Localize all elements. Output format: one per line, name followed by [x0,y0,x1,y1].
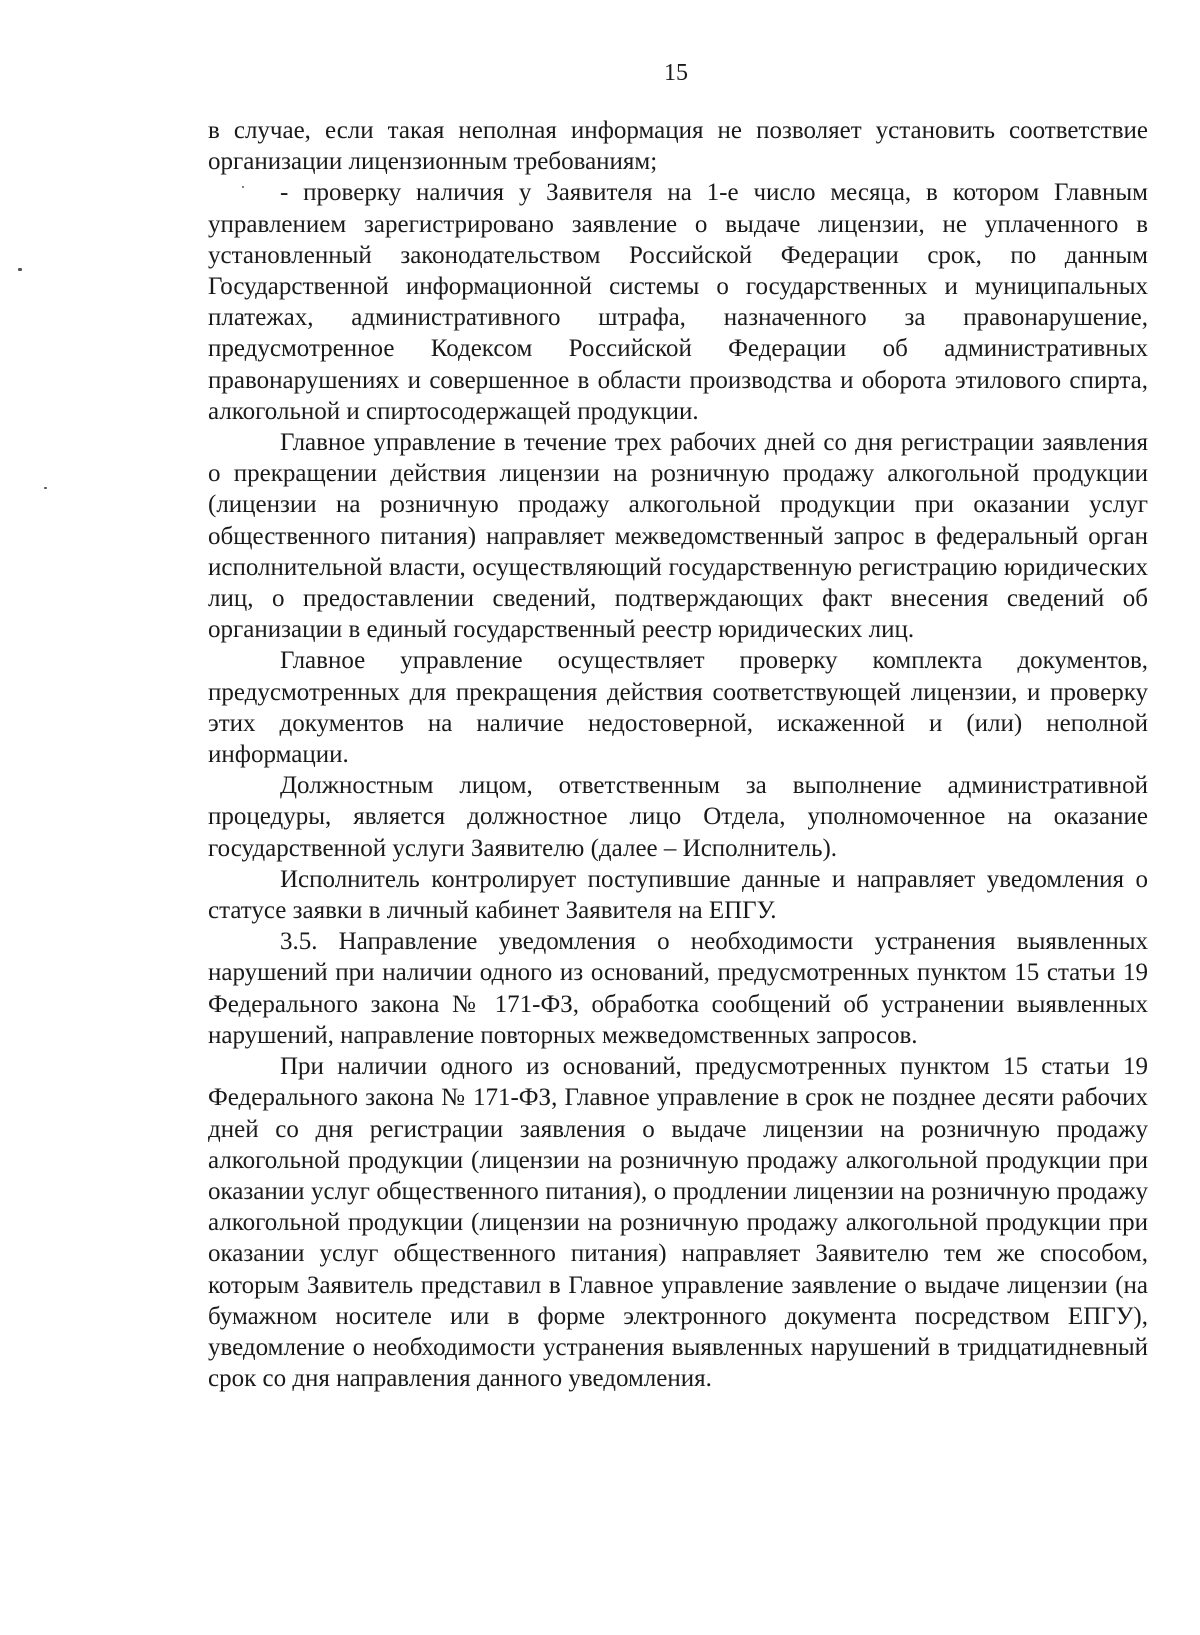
scan-artifact-mark [18,268,22,271]
scan-artifact-mark [242,186,244,188]
document-body [208,115,1148,1394]
paragraph-interagency-request: Главное управление в течение трех рабочих дней со дня регистрации заявления о прекращении действия лицензии на розничную продажу алкогольной продукции (лицензии на розничную продажу алкогольной продукции при оказании услуг общественного питания) направляет межведомственный запрос в федеральный орган исполнительной власти, осуществляющий государственную регистрацию юридических лиц, о предоставлении сведений, подтверждающих факт внесения сведений об организации в единый государственный реестр юридических лиц. [208,429,1148,644]
paragraph-check-fines: - проверку наличия у Заявителя на 1-е число месяца, в котором Главным управлением зарегистрировано заявление о выдаче лицензии, не уплаченного в установленный законодательством Российской Федерации срок, по данным Государственной информационной системы о государственных и муниципальных платежах, административного штрафа, назначенного за правонарушение, предусмотренное Кодексом Российской Федерации об административных правонарушениях и совершенное в области производства и оборота этилового спирта, алкогольной и спиртосодержащей продукции. [208,179,1148,425]
paragraph-responsible-official: Должностным лицом, ответственным за выполнение административной процедуры, является должностное лицо Отдела, уполномоченное на оказание государственной услуги Заявителю (далее – Исполнитель). [208,772,1148,862]
scan-artifact-mark [44,487,47,489]
page-number: 15 [664,60,688,86]
paragraph-violation-notice: При наличии одного из оснований, предусмотренных пунктом 15 статьи 19 Федерального закона № 171-ФЗ, Главное управление в срок не позднее десяти рабочих дней со дня регистрации заявления о выдаче лицензии на розничную продажу алкогольной продукции (лицензии на розничную продажу алкогольной продукции при оказании услуг общественного питания), о продлении лицензии на розничную продажу алкогольной продукции (лицензии на розничную продажу алкогольной продукции при оказании услуг общественного питания) направляет Заявителю тем же способом, которым Заявитель представил в Главное управление заявление о выдаче лицензии (на бумажном носителе или в форме электронного документа посредством ЕПГУ), уведомление о необходимости устранения выявленных нарушений в тридцатидневный срок со дня направления данного уведомления. [208,1053,1148,1393]
paragraph-section-3-5: 3.5. Направление уведомления о необходимости устранения выявленных нарушений при наличии одного из оснований, предусмотренных пунктом 15 статьи 19 Федерального закона № 171-ФЗ, обработка сообщений об устранении выявленных нарушений, направление повторных межведомственных запросов. [208,928,1148,1049]
paragraph-executor-notifications: Исполнитель контролирует поступившие данные и направляет уведомления о статусе заявки в личный кабинет Заявителя на ЕПГУ. [208,865,1148,925]
paragraph-continuation: в случае, если такая неполная информация не позволяет установить соответствие организации лицензионным требованиям; [208,117,1148,176]
paragraph-document-check: Главное управление осуществляет проверку комплекта документов, предусмотренных для прекращения действия соответствующей лицензии, и проверку этих документов на наличие недостоверной, искаженной и (или) неполной информации. [208,647,1148,769]
